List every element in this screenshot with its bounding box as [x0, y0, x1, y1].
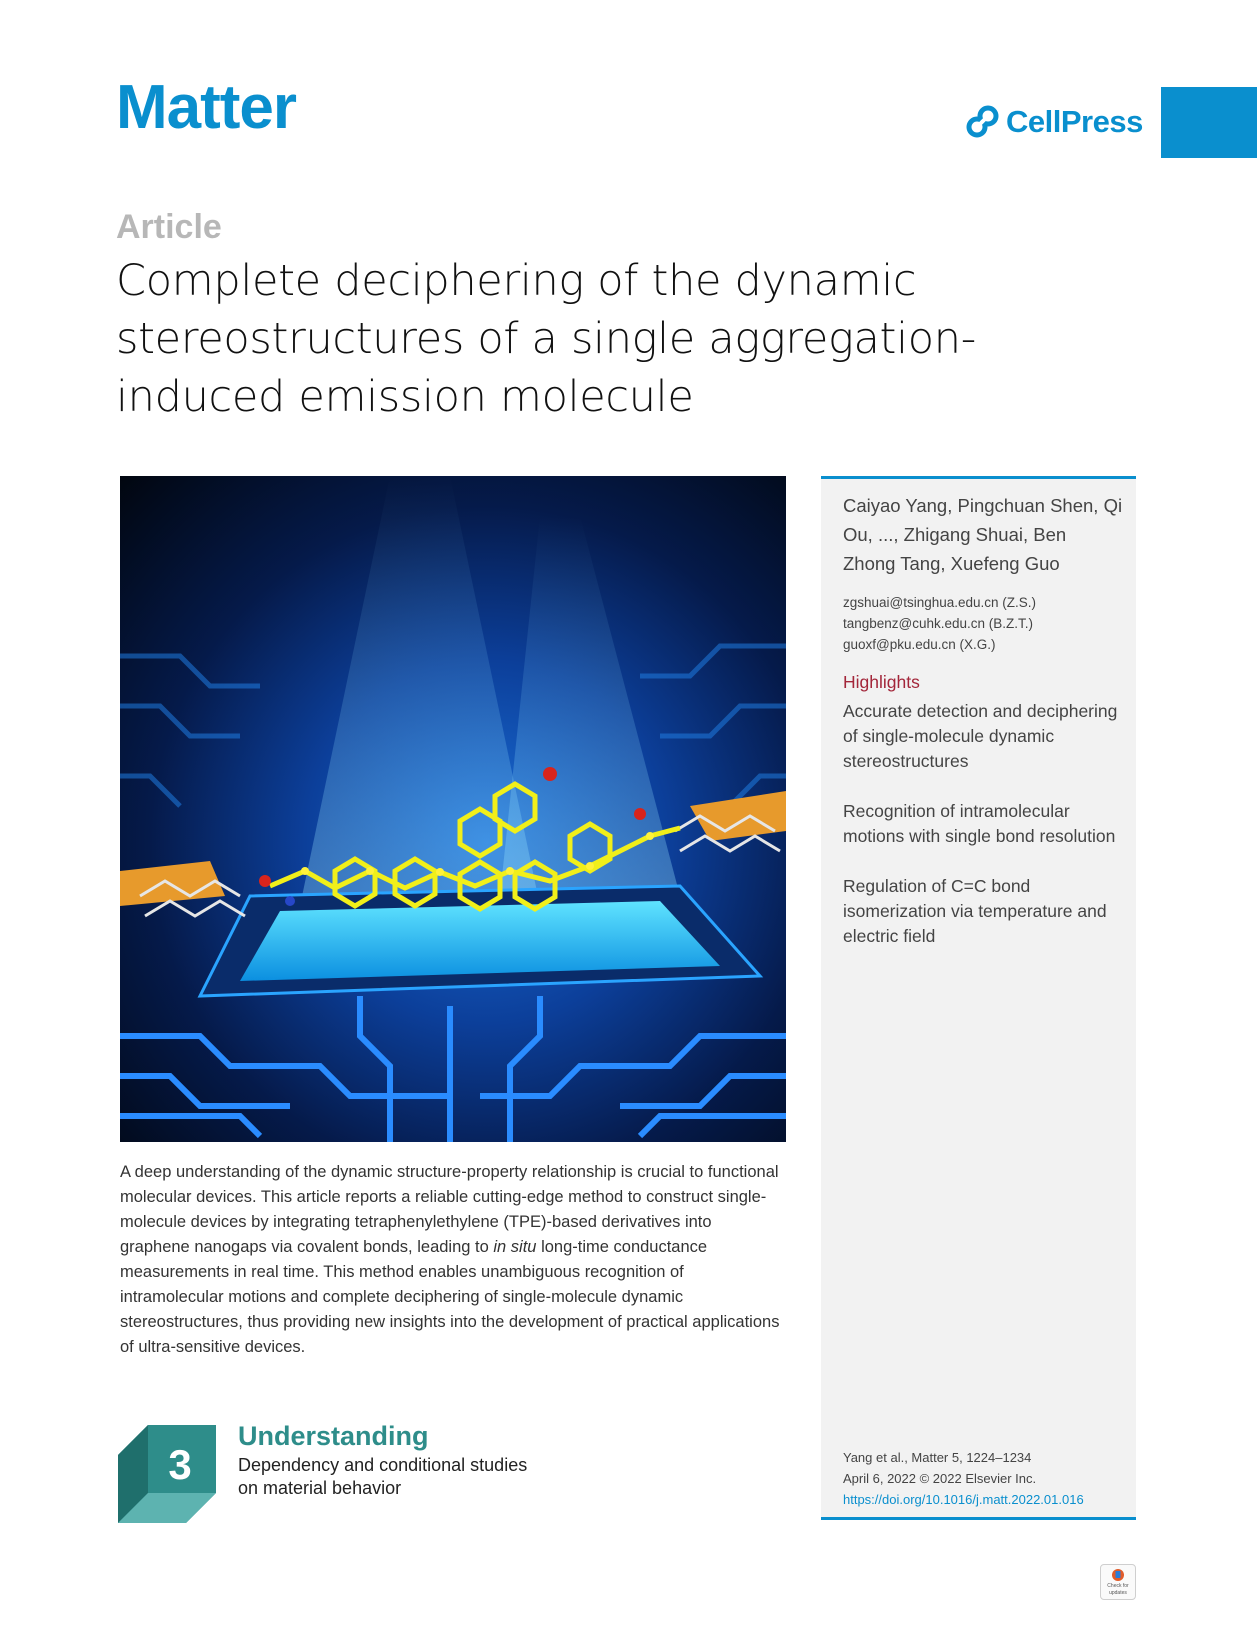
- badge-description: [238, 1454, 527, 1500]
- bookmark-icon: [1111, 1568, 1125, 1582]
- email-item[interactable]: guoxf@pku.edu.cn (X.G.): [843, 637, 996, 652]
- article-type: Article: [116, 208, 222, 246]
- article-title: Complete deciphering of the dynamic stereostructures of a single aggregation-induced emission molecule: [116, 256, 976, 422]
- understanding-level-badge: [118, 1425, 216, 1523]
- email-item[interactable]: tangbenz@cuhk.edu.cn (B.Z.T.): [843, 616, 1034, 631]
- highlight-item: Accurate detection and deciphering of single-molecule dynamic stereostructures: [843, 701, 1118, 771]
- doi-link[interactable]: https://doi.org/10.1016/j.matt.2022.01.016: [843, 1492, 1084, 1507]
- highlights-heading: Highlights: [843, 672, 920, 692]
- citation-block: [843, 1447, 1084, 1510]
- check-label-line-2: updates: [1109, 1590, 1127, 1596]
- check-for-updates-button[interactable]: [1100, 1564, 1136, 1600]
- publisher-logo[interactable]: [966, 104, 1143, 140]
- journal-logo: Matter: [116, 73, 297, 142]
- highlights-list: [843, 699, 1128, 974]
- badge-description-line-2: on material behavior: [238, 1478, 402, 1498]
- corner-tab: [1161, 87, 1257, 158]
- article-sidebar: [821, 476, 1136, 1520]
- email-list: [843, 592, 1036, 655]
- check-label-line-1: Check for: [1107, 1583, 1129, 1589]
- abstract-text: [120, 1160, 780, 1360]
- badge-description-line-1: Dependency and conditional studies: [238, 1455, 528, 1475]
- badge-caption: [238, 1421, 527, 1500]
- abstract-part-2: long-time conductance measurements in real time. This method enables unambiguous recognition of intramolecular motions and complete deciphering of single-molecule dynamic stereostructures, thus providing new insights into the development of practical applications of ultra-sensitive devices.: [120, 1238, 780, 1356]
- abstract-italic-term: in situ: [493, 1238, 537, 1256]
- cellpress-icon: [966, 105, 1000, 139]
- email-item[interactable]: zgshuai@tsinghua.edu.cn (Z.S.): [843, 595, 1037, 610]
- badge-number: 3: [168, 1441, 192, 1488]
- author-list[interactable]: Caiyao Yang, Pingchuan Shen, Qi Ou, ..., Zhigang Shuai, Ben Zhong Tang, Xuefeng Guo: [843, 495, 1123, 574]
- abstract-part-1: A deep understanding of the dynamic structure-property relationship is crucial to functional molecular devices. This article reports a reliable cutting-edge method to construct single-molecule devices by integrating tetraphenylethylene (TPE)-based derivatives into graphene nanogaps via covalent bonds, leading to: [120, 1163, 779, 1256]
- citation-date: April 6, 2022 © 2022 Elsevier Inc.: [843, 1471, 1037, 1486]
- publisher-name: CellPress: [1006, 104, 1143, 139]
- badge-heading: Understanding: [238, 1421, 429, 1451]
- highlight-item: Recognition of intramolecular motions with single bond resolution: [843, 801, 1116, 846]
- citation-reference: Yang et al., Matter 5, 1224–1234: [843, 1450, 1032, 1465]
- highlight-item: Regulation of C=C bond isomerization via temperature and electric field: [843, 876, 1107, 946]
- graphical-abstract-image: [120, 476, 786, 1142]
